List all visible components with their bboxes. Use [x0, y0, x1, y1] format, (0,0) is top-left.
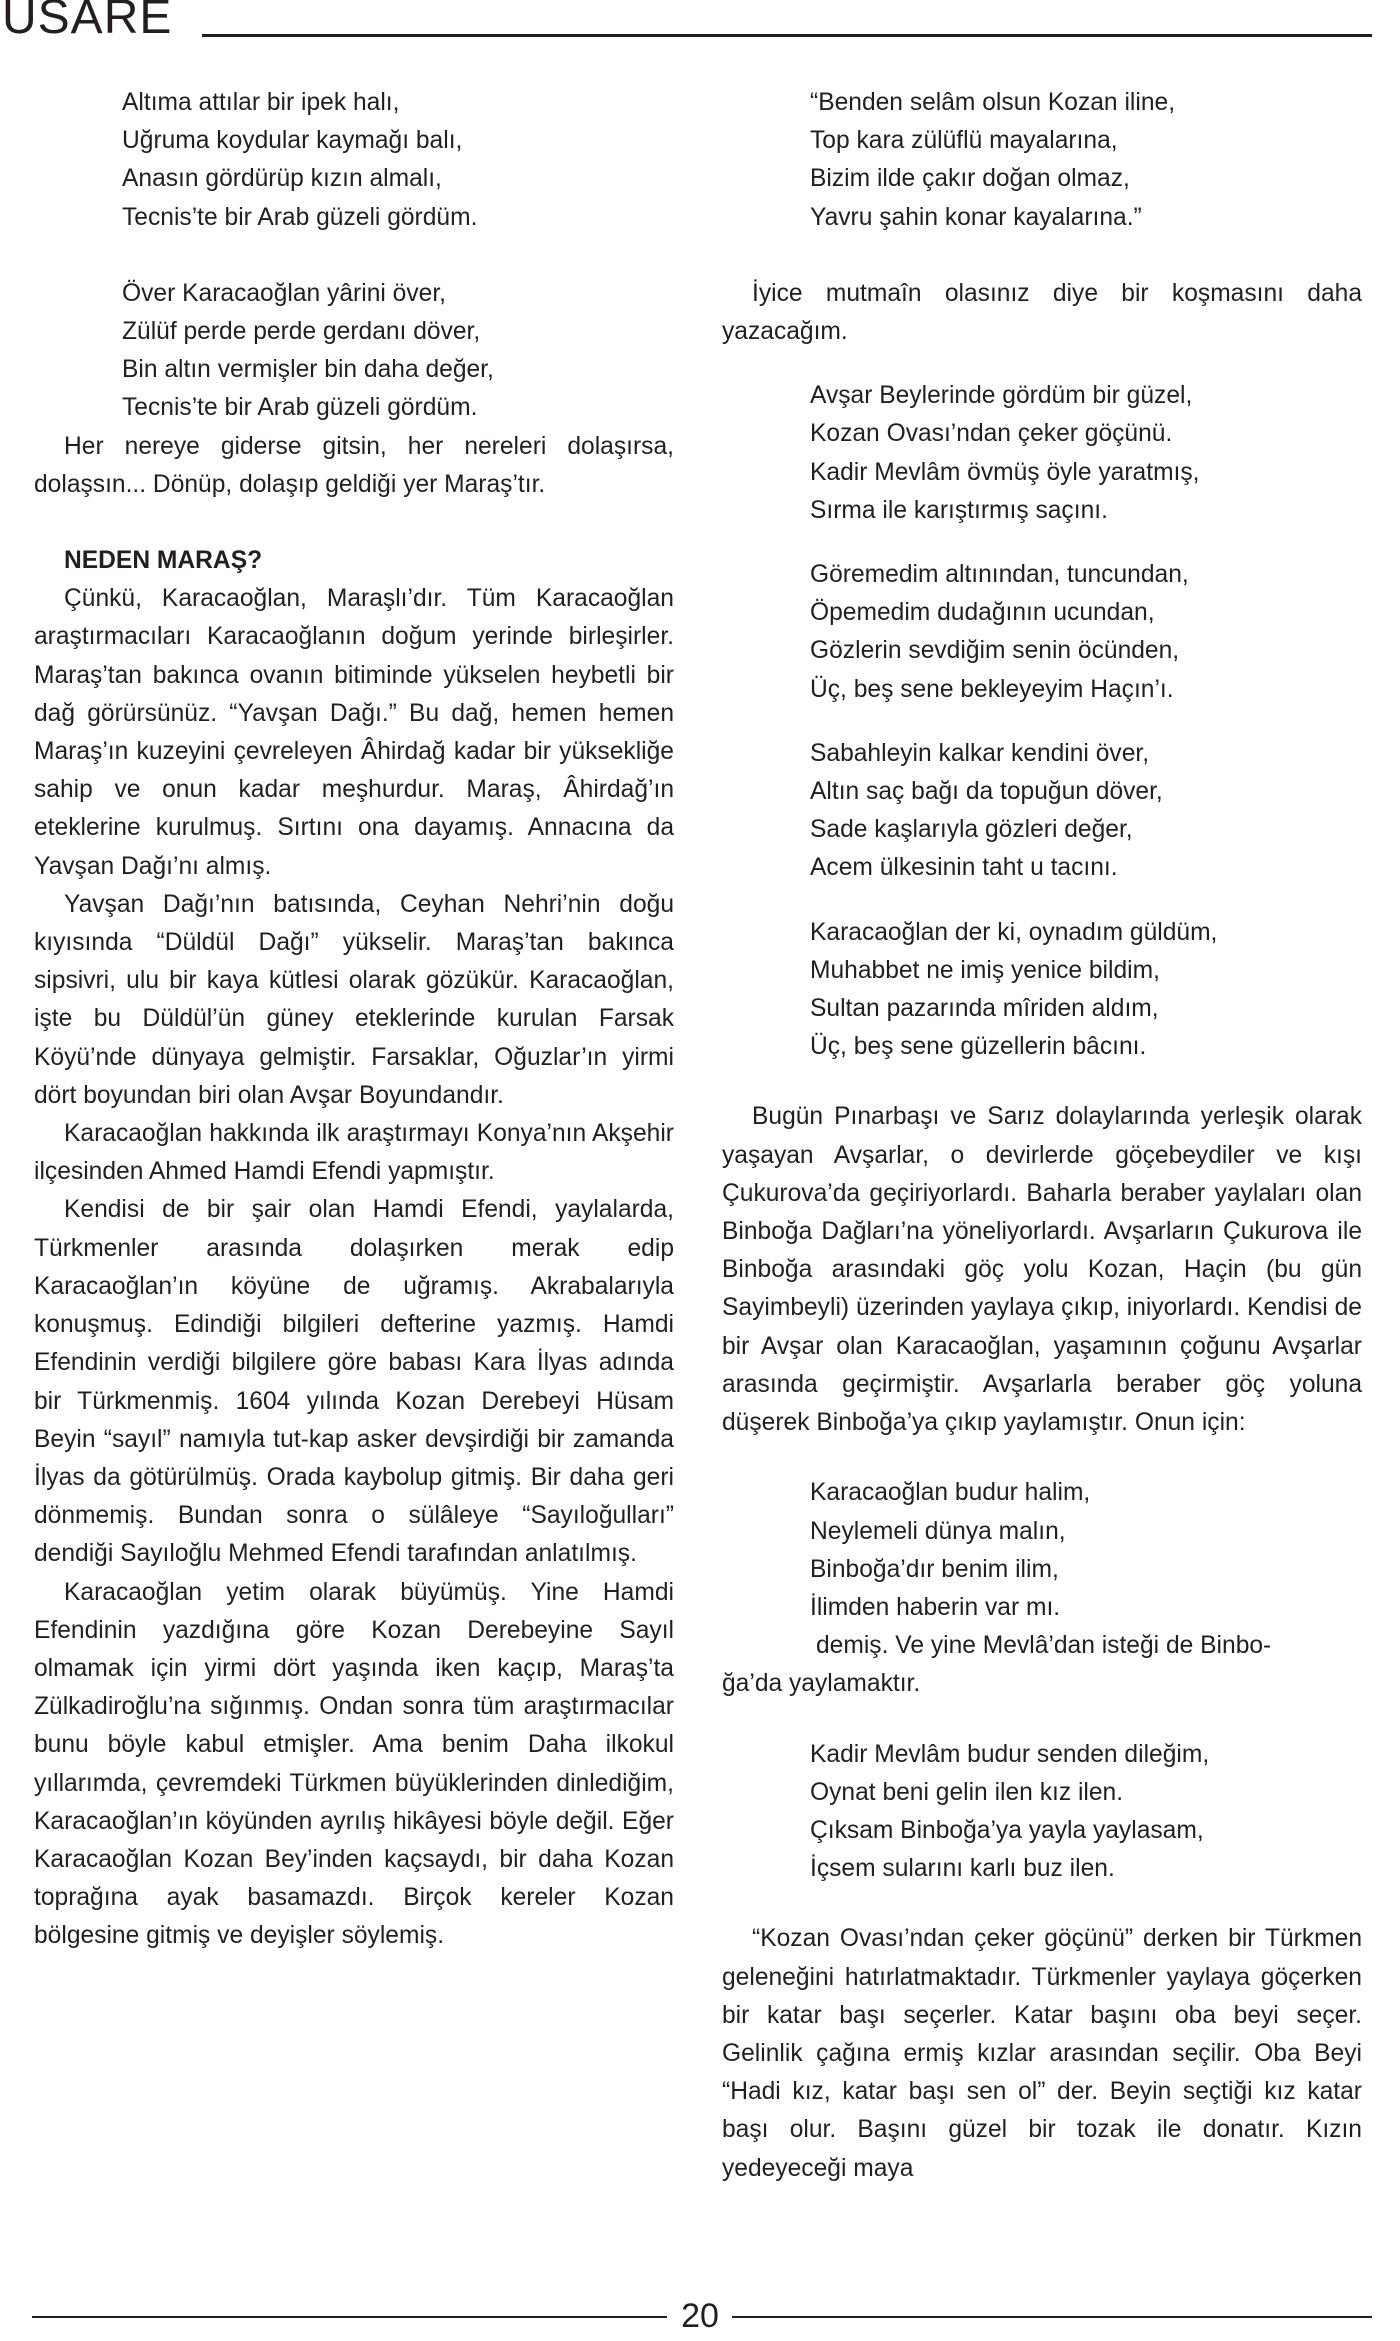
body-paragraph: Karacaoğlan yetim olarak büyümüş. Yine Hamdi Efendinin yazdığına göre Kozan Derebeyine Sayıl olmamak için yirmi dört yaşında iken kaçıp, Maraş’ta Zülkadiroğlu’na sığınmış. Ondan sonra tüm araştırmacılar bunu böyle kabul etmişler. Ama benim Daha ilkokul yıllarımda, çevremdeki Türkmen büyüklerinden dinlediğim, Karacaoğlan’ın köyünden ayrılış hikâyesi böyle değil. Eğer Karacaoğlan Kozan Bey’inden kaçsaydı, bir daha Kozan toprağına ayak basamazdı. Birçok kereler Kozan bölgesine gitmiş ve deyişler söylemiş. [34, 1578, 674, 1950]
page-header [0, 0, 1400, 44]
poem-line: Binboğa’dır benim ilim, [810, 1555, 1059, 1583]
poem-line: Bin altın vermişler bin daha değer, [122, 356, 494, 384]
poem-line: Karacaoğlan der ki, oynadım güldüm, [810, 918, 1218, 946]
right-column [722, 84, 1362, 2188]
poem-line: Muhabbet ne imiş yenice bildim, [810, 956, 1160, 984]
poem-line: Sabahleyin kalkar kendini över, [810, 739, 1150, 767]
poem-line: Üç, beş sene güzellerin bâcını. [810, 1033, 1147, 1061]
poem-stanza [722, 735, 1362, 888]
left-column [34, 84, 674, 1956]
body-paragraph: İyice mutmaîn olasınız diye bir koşmasını daha yazacağım. [722, 279, 1362, 346]
poem-line: Zülüf perde perde gerdanı döver, [122, 318, 481, 346]
poem-line: Kadir Mevlâm budur senden dileğim, [810, 1740, 1210, 1768]
poem-line: Sade kaşlarıyla gözleri değer, [810, 816, 1133, 844]
footer-rule [732, 2316, 1372, 2318]
poem-line: Neylemeli dünya malın, [810, 1517, 1066, 1545]
poem-line: Altın saç bağı da topuğun döver, [810, 778, 1163, 806]
poem-line: Altıma attılar bir ipek halı, [122, 89, 400, 116]
poem-line: Oynat beni gelin ilen kız ilen. [810, 1778, 1124, 1806]
poem-stanza [34, 275, 674, 428]
poem-stanza [722, 1736, 1362, 1889]
page-footer [0, 2296, 1400, 2336]
poem-line: Öpemedim dudağının ucundan, [810, 599, 1155, 627]
poem-stanza [722, 556, 1362, 709]
poem-stanza [722, 84, 1362, 237]
section-heading: NEDEN MARAŞ? [64, 547, 263, 575]
poem-line: Anasın gördürüp kızın almalı, [122, 165, 442, 193]
poem-line: Sırma ile karıştırmış saçını. [810, 496, 1108, 524]
poem-line: Göremedim altınından, tuncundan, [810, 561, 1189, 589]
poem-line: Avşar Beylerinde gördüm bir güzel, [810, 382, 1193, 410]
poem-line: Tecnis’te bir Arab güzeli gördüm. [122, 394, 478, 422]
magazine-title: USARE [2, 0, 173, 44]
body-paragraph: “Kozan Ovası’ndan çeker göçünü” derken bir Türkmen geleneğini hatırlatmaktadır. Türkmenler yaylaya göçerken bir katar başı seçerler. Katar başını oba beyi seçer. Gelinlik çağına ermiş kızlar arasından seçilir. Oba Beyi “Hadi kız, katar başı sen ol” der. Beyin seçtiği kız katar başı olur. Başını güzel bir tozak ile donatır. Kızın yedeyeceği maya [722, 1925, 1362, 2182]
poem-line: “Benden selâm olsun Kozan iline, [810, 89, 1176, 116]
poem-line: Yavru şahin konar kayalarına.” [810, 203, 1142, 231]
poem-line: Top kara zülüflü mayalarına, [810, 127, 1118, 155]
poem-line: Kozan Ovası’ndan çeker göçünü. [810, 420, 1173, 448]
body-paragraph: Çünkü, Karacaoğlan, Maraşlı’dır. Tüm Karacaoğlan araştırmacıları Karacaoğlanın doğum yerinde birleşirler. Maraş’tan bakınca ovanın bitiminde yükselen heybetli bir dağ görürsünüz. “Yavşan Dağı.” Bu dağ, hemen hemen Maraş’ın kuzeyini çevreleyen Âhirdağ kadar bir yüksekliğe sahip ve onun kadar meşhurdur. Maraş, Âhirdağ’ın eteklerine kurulmuş. Sırtını ona dayamış. Annacına da Yavşan Dağı’nı almış. [34, 585, 674, 880]
poem-line: Karacaoğlan budur halim, [810, 1479, 1091, 1507]
poem-line: Üç, beş sene bekleyeyim Haçın’ı. [810, 675, 1174, 703]
header-rule [202, 34, 1372, 37]
poem-line: Bizim ilde çakır doğan olmaz, [810, 165, 1130, 193]
poem-stanza [34, 84, 674, 237]
body-paragraph: Karacaoğlan hakkında ilk araştırmayı Konya’nın Akşehir ilçesinden Ahmed Hamdi Efendi yapmıştır. [34, 1120, 674, 1186]
poem-line: Uğruma koydular kaymağı balı, [122, 127, 463, 155]
poem-line: Över Karacaoğlan yârini över, [122, 279, 446, 307]
body-paragraph: Her nereye giderse gitsin, her nereleri dolaşırsa, dolaşsın... Dönüp, dolaşıp geldiği yer Maraş’tır. [34, 432, 674, 498]
body-paragraph: Bugün Pınarbaşı ve Sarız dolaylarında yerleşik olarak yaşayan Avşarlar, o devirlerde göçebeydiler ve kışı Çukurova’da geçiriyorlardı. Baharla beraber yaylaları olan Binboğa Dağları’na yöneliyorlardı. Avşarların Çukurova ile Binboğa arasındaki göç yolu Kozan, Haçin (bu gün Sayimbeyli) üzerinden yaylaya çıkıp, iniyorlardı. Kendisi de bir Avşar olan Karacaoğlan, yaşamının çoğunu Avşarlar arasında geçirmiştir. Avşarlarla beraber göç yoluna düşerek Binboğa’ya çıkıp yaylamıştır. Onun için: [722, 1103, 1362, 1437]
poem-stanza [722, 914, 1362, 1067]
poem-line: Kadir Mevlâm övmüş öyle yaratmış, [810, 458, 1200, 486]
poem-line: Tecnis’te bir Arab güzeli gördüm. [122, 203, 478, 231]
poem-line: İlimden haberin var mı. [810, 1593, 1061, 1621]
poem-stanza [722, 1474, 1362, 1627]
poem-line: Çıksam Binboğa’ya yayla yaylasam, [810, 1816, 1204, 1844]
poem-line: Acem ülkesinin taht u tacını. [810, 854, 1118, 882]
footer-rule [32, 2316, 667, 2318]
poem-line: Gözlerin sevdiğim senin öcünden, [810, 637, 1180, 665]
poem-line: İçsem sularını karlı buz ilen. [810, 1855, 1115, 1883]
body-paragraph: ğa’da yaylamaktır. [722, 1670, 921, 1698]
body-paragraph: Kendisi de bir şair olan Hamdi Efendi, yaylalarda, Türkmenler arasında dolaşırken merak edip Karacaoğlan’ın köyüne de uğramış. Akrabalarıyla konuşmuş. Edindiği bilgileri defterine yazmış. Hamdi Efendinin verdiği bilgilere göre babası Kara İlyas adında bir Türkmenmiş. 1604 yılında Kozan Derebeyi Hüsam Beyin “sayıl” namıyla tut-kap asker devşirdiği bir zamanda İlyas da götürülmüş. Orada kaybolup gitmiş. Bir daha geri dönmemiş. Bundan sonra o sülâleye “Sayıloğulları” dendiği Sayıloğlu Mehmed Efendi tarafından anlatılmış. [34, 1196, 674, 1568]
continuation-line: demiş. Ve yine Mevlâ’dan isteği de Binbo- [816, 1632, 1272, 1660]
body-paragraph: Yavşan Dağı’nın batısında, Ceyhan Nehri’nin doğu kıyısında “Düldül Dağı” yükselir. Maraş’tan bakınca sipsivri, ulu bir kaya kütlesi olarak gözükür. Karacaoğlan, işte bu Düldül’ün güney eteklerinde kurulan Farsak Köyü’nde dünyaya gelmiştir. Farsaklar, Oğuzlar’ın yirmi dört boyundan biri olan Avşar Boyundandır. [34, 890, 674, 1109]
page-number: 20 [681, 2297, 719, 2335]
poem-stanza [722, 377, 1362, 530]
poem-line: Sultan pazarında mîriden aldım, [810, 995, 1159, 1023]
